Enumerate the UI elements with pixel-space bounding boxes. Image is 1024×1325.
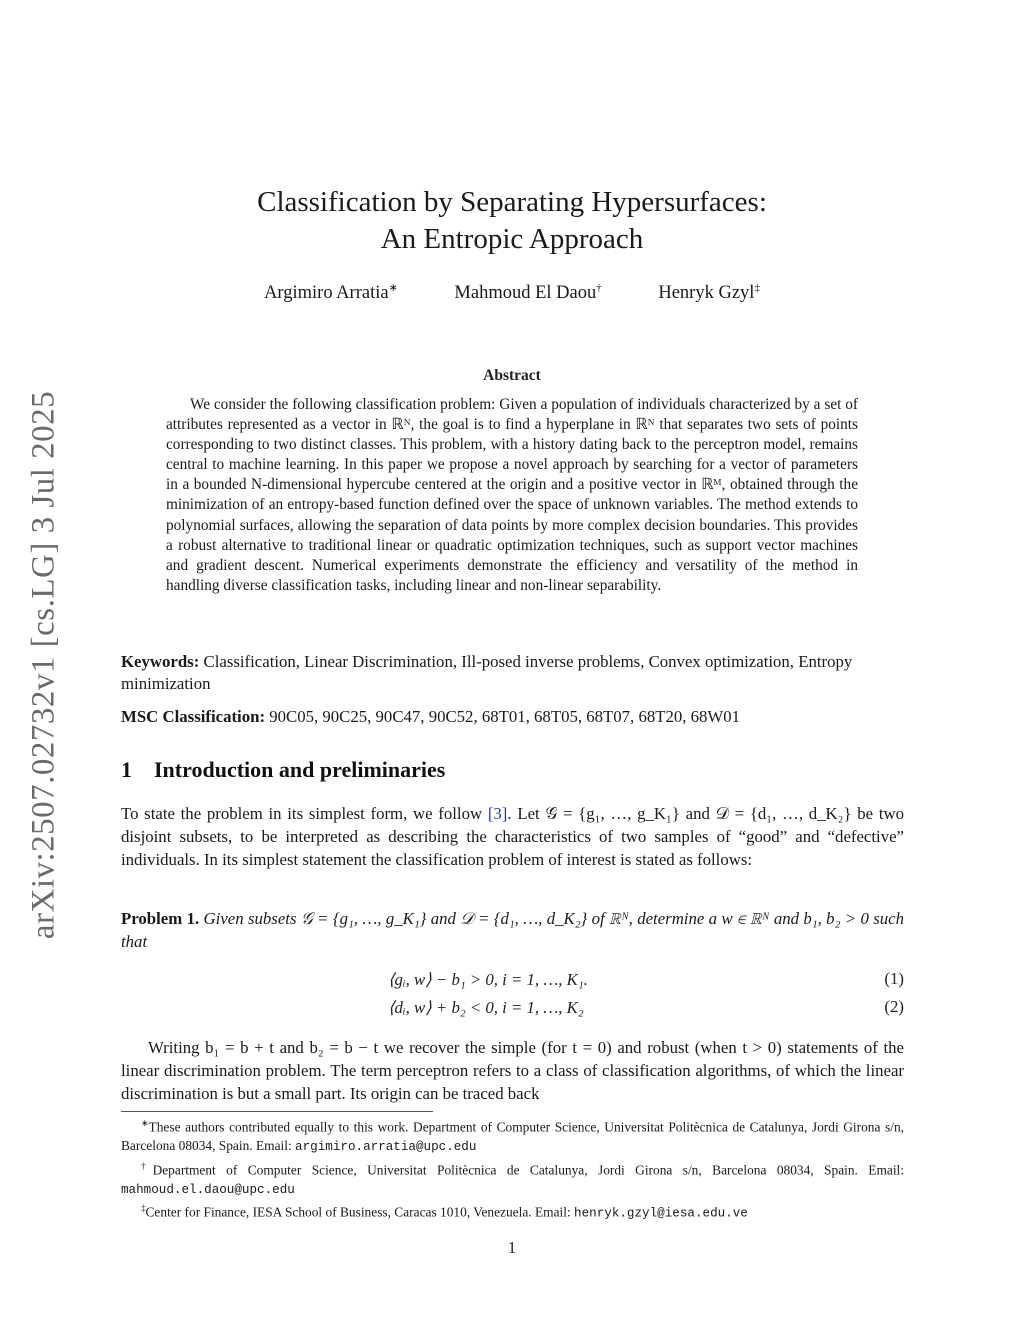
footnotes [121,1114,904,1223]
problem-label: Problem 1. [121,909,200,928]
keywords-label: Keywords: [121,652,200,671]
equation-number: (2) [884,997,904,1016]
section-number: 1 [121,757,132,782]
footnote-text: Department of Computer Science, Universitat Politècnica de Catalunya, Jordi Girona s/n, Barcelona 08034, Spain. Email: [152,1162,905,1178]
title-line-1: Classification by Separating Hypersurfaces: [257,186,767,218]
title-line-2: An Entropic Approach [380,223,644,255]
author-mark: ∗ [388,282,398,294]
arxiv-sidebar [22,385,66,945]
problem-text: Given subsets 𝒢 = {g₁, …, g_K₁} and 𝒟 = {d₁, …, d_K₂} of ℝᴺ, determine a w ∈ ℝᴺ and b₁, b₂ > 0 such that [121,909,904,951]
author-mark: † [596,282,602,294]
footnote-2 [121,1157,904,1200]
writing-paragraph: Writing b₁ = b + t and b₂ = b − t we recover the simple (for t = 0) and robust (when t > 0) statements of the linear discrimination problem. The term perceptron refers to a class of classification algorithms, of which the linear discrimination is but a small part. Its origin can be traced back [121,1038,904,1103]
keywords [121,651,904,695]
email-link[interactable]: argimiro.arratia@upc.edu [295,1140,477,1155]
section-heading [121,757,445,783]
msc-label: MSC Classification: [121,707,266,726]
footnote-1 [121,1114,904,1157]
email-link[interactable]: mahmoud.el.daou@upc.edu [121,1182,295,1197]
intro-paragraph [121,802,904,871]
abstract-text: We consider the following classification problem: Given a population of individuals characterized by a set of attributes represented as a vector in ℝᴺ, the goal is to find a hyperplane in ℝᴺ that separates two sets of points corresponding to two distinct classes. This problem, with a history dating back to the perceptron model, remains central to machine learning. In this paper we propose a novel approach by searching for a vector of parameters in a bounded N-dimensional hypercube centered at the origin and a positive vector in ℝᴹ, obtained through the minimization of an entropy-based function defined over the space of unknown variables. The method extends to polynomial surfaces, allowing the separation of data points by more complex decision boundaries. This provides a robust alternative to traditional linear or quadratic optimization techniques, such as support vector machines and gradient descent. Numerical experiments demonstrate the efficiency and versatility of the method in handling diverse classification tasks, including linear and non-linear separability. [166,396,858,594]
equation-2 [121,997,904,1021]
footnote-3 [121,1199,904,1223]
section-title: Introduction and preliminaries [154,757,446,782]
author-name: Henryk Gzyl [658,283,755,304]
intro-text-2: . Let 𝒢 = {g₁, …, g_K₁} and 𝒟 = {d₁, …, d_K₂} be two disjoint subsets, to be interpreted as describing the characteristics of two samples of “good” and “defective” individuals. In its simplest statement the classification problem of interest is stated as follows: [121,804,904,869]
page-number: 1 [507,1238,517,1257]
equation-body: ⟨gᵢ, w⟩ − b₁ > 0, i = 1, …, K₁. [388,970,588,989]
intro-text-1: To state the problem in its simplest form, we follow [121,804,488,823]
footnote-rule [121,1111,433,1112]
author-list [0,281,1024,304]
email-link[interactable]: henryk.gzyl@iesa.edu.ve [574,1206,748,1221]
msc-classification [121,706,904,728]
paper-title [0,184,1024,258]
author-1 [264,283,398,303]
footnote-mark: ∗ [141,1118,149,1128]
footnote-text: Center for Finance, IESA School of Business, Caracas 1010, Venezuela. Email: [145,1204,575,1220]
author-3 [658,283,760,303]
keywords-text: Classification, Linear Discrimination, Ill-posed inverse problems, Convex optimization, Entropy minimization [121,652,853,693]
author-2 [454,283,601,303]
footnote-mark: † [141,1160,153,1171]
problem-statement [121,907,904,953]
arxiv-identifier: arXiv:2507.02732v1 [cs.LG] 3 Jul 2025 [25,390,62,940]
abstract-heading: Abstract [483,367,541,384]
equation-1 [121,969,904,993]
equation-number: (1) [884,969,904,988]
footnote-mark: ‡ [141,1203,146,1214]
author-name: Argimiro Arratia [264,283,389,304]
footnote-text: These authors contributed equally to this work. Department of Computer Science, Universitat Politècnica de Catalunya, Jordi Girona s/n, Barcelona 08034, Spain. Email: [121,1119,904,1154]
citation-link[interactable]: [3] [487,804,508,823]
author-name: Mahmoud El Daou [454,283,597,304]
msc-text: 90C05, 90C25, 90C47, 90C52, 68T01, 68T05, 68T07, 68T20, 68W01 [269,707,741,726]
author-mark: ‡ [754,282,760,294]
equation-body: ⟨dᵢ, w⟩ + b₂ < 0, i = 1, …, K₂ [388,998,584,1017]
